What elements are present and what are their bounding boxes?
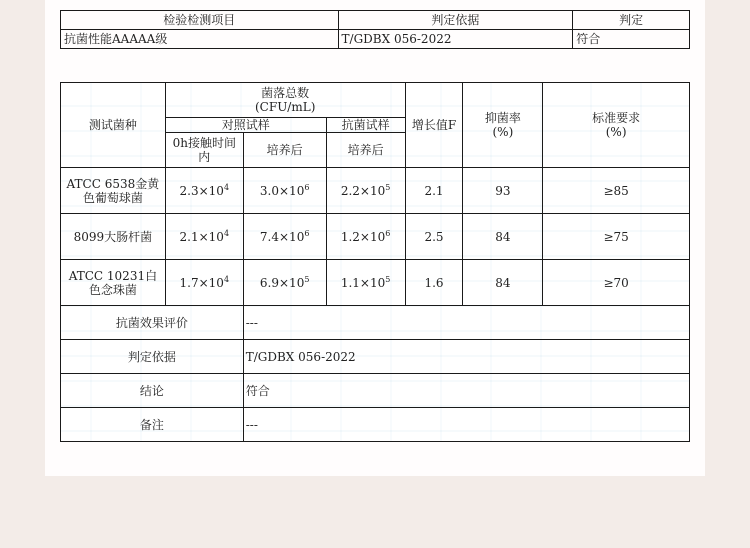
remark-row — [61, 408, 690, 442]
summary-table — [60, 10, 690, 49]
header-after-control: 培养后 — [243, 133, 326, 168]
strain-name: 8099大肠杆菌 — [61, 214, 166, 260]
basis-label: 判定依据 — [61, 340, 244, 374]
header-test-item: 检验检测项目 — [61, 11, 339, 30]
control-0h: $1.7\times 10^4$ — [165, 260, 243, 306]
standard-value: ≥85 — [543, 168, 690, 214]
evaluation-label: 抗菌效果评价 — [61, 306, 244, 340]
header-growth: 增长值F — [405, 83, 463, 168]
header-colony-count — [165, 83, 405, 118]
rate-value: 84 — [463, 214, 543, 260]
standard-value: ≥75 — [543, 214, 690, 260]
conclusion-row — [61, 374, 690, 408]
standard-value: ≥70 — [543, 260, 690, 306]
control-after: $6.9\times 10^5$ — [243, 260, 326, 306]
antibac-after: $1.2\times 10^6$ — [326, 214, 405, 260]
table-row — [61, 260, 690, 306]
conclusion-label: 结论 — [61, 374, 244, 408]
control-0h: $2.3\times 10^4$ — [165, 168, 243, 214]
header-after-antibac: 培养后 — [326, 133, 405, 168]
colony-count-label: 菌落总数 — [261, 86, 310, 100]
table-row — [61, 214, 690, 260]
strain-name: ATCC 6538金黄色葡萄球菌 — [61, 168, 166, 214]
summary-header-row — [61, 11, 690, 30]
antibacterial-test-table — [60, 82, 690, 442]
antibac-after: $2.2\times 10^5$ — [326, 168, 405, 214]
rate-value: 84 — [463, 260, 543, 306]
header-antibac: 抗菌试样 — [326, 118, 405, 133]
summary-verdict: 符合 — [573, 30, 690, 49]
header-0h: 0h接触时间内 — [165, 133, 243, 168]
rate-label: 抑菌率 — [484, 111, 521, 125]
header-control: 对照试样 — [165, 118, 326, 133]
strain-name: ATCC 10231白色念珠菌 — [61, 260, 166, 306]
summary-data-row — [61, 30, 690, 49]
colony-count-unit: (CFU/mL) — [255, 100, 316, 114]
rate-value: 93 — [463, 168, 543, 214]
evaluation-value: --- — [243, 306, 689, 340]
report-sheet — [45, 0, 705, 476]
control-after: $7.4\times 10^6$ — [243, 214, 326, 260]
remark-label: 备注 — [61, 408, 244, 442]
rate-unit: (%) — [492, 125, 514, 139]
growth-value: 2.5 — [405, 214, 463, 260]
summary-item: 抗菌性能AAAAA级 — [61, 30, 339, 49]
header-standard — [543, 83, 690, 168]
basis-value: T/GDBX 056-2022 — [243, 340, 689, 374]
remark-value: --- — [243, 408, 689, 442]
basis-row — [61, 340, 690, 374]
header-basis: 判定依据 — [338, 11, 573, 30]
conclusion-value: 符合 — [243, 374, 689, 408]
growth-value: 2.1 — [405, 168, 463, 214]
header-rate — [463, 83, 543, 168]
growth-value: 1.6 — [405, 260, 463, 306]
standard-unit: (%) — [605, 125, 627, 139]
header-row-1 — [61, 83, 690, 118]
evaluation-row — [61, 306, 690, 340]
control-after: $3.0\times 10^6$ — [243, 168, 326, 214]
standard-label: 标准要求 — [592, 111, 641, 125]
header-verdict: 判定 — [573, 11, 690, 30]
control-0h: $2.1\times 10^4$ — [165, 214, 243, 260]
header-strain: 测试菌种 — [61, 83, 166, 168]
summary-basis: T/GDBX 056-2022 — [338, 30, 573, 49]
antibac-after: $1.1\times 10^5$ — [326, 260, 405, 306]
table-row — [61, 168, 690, 214]
